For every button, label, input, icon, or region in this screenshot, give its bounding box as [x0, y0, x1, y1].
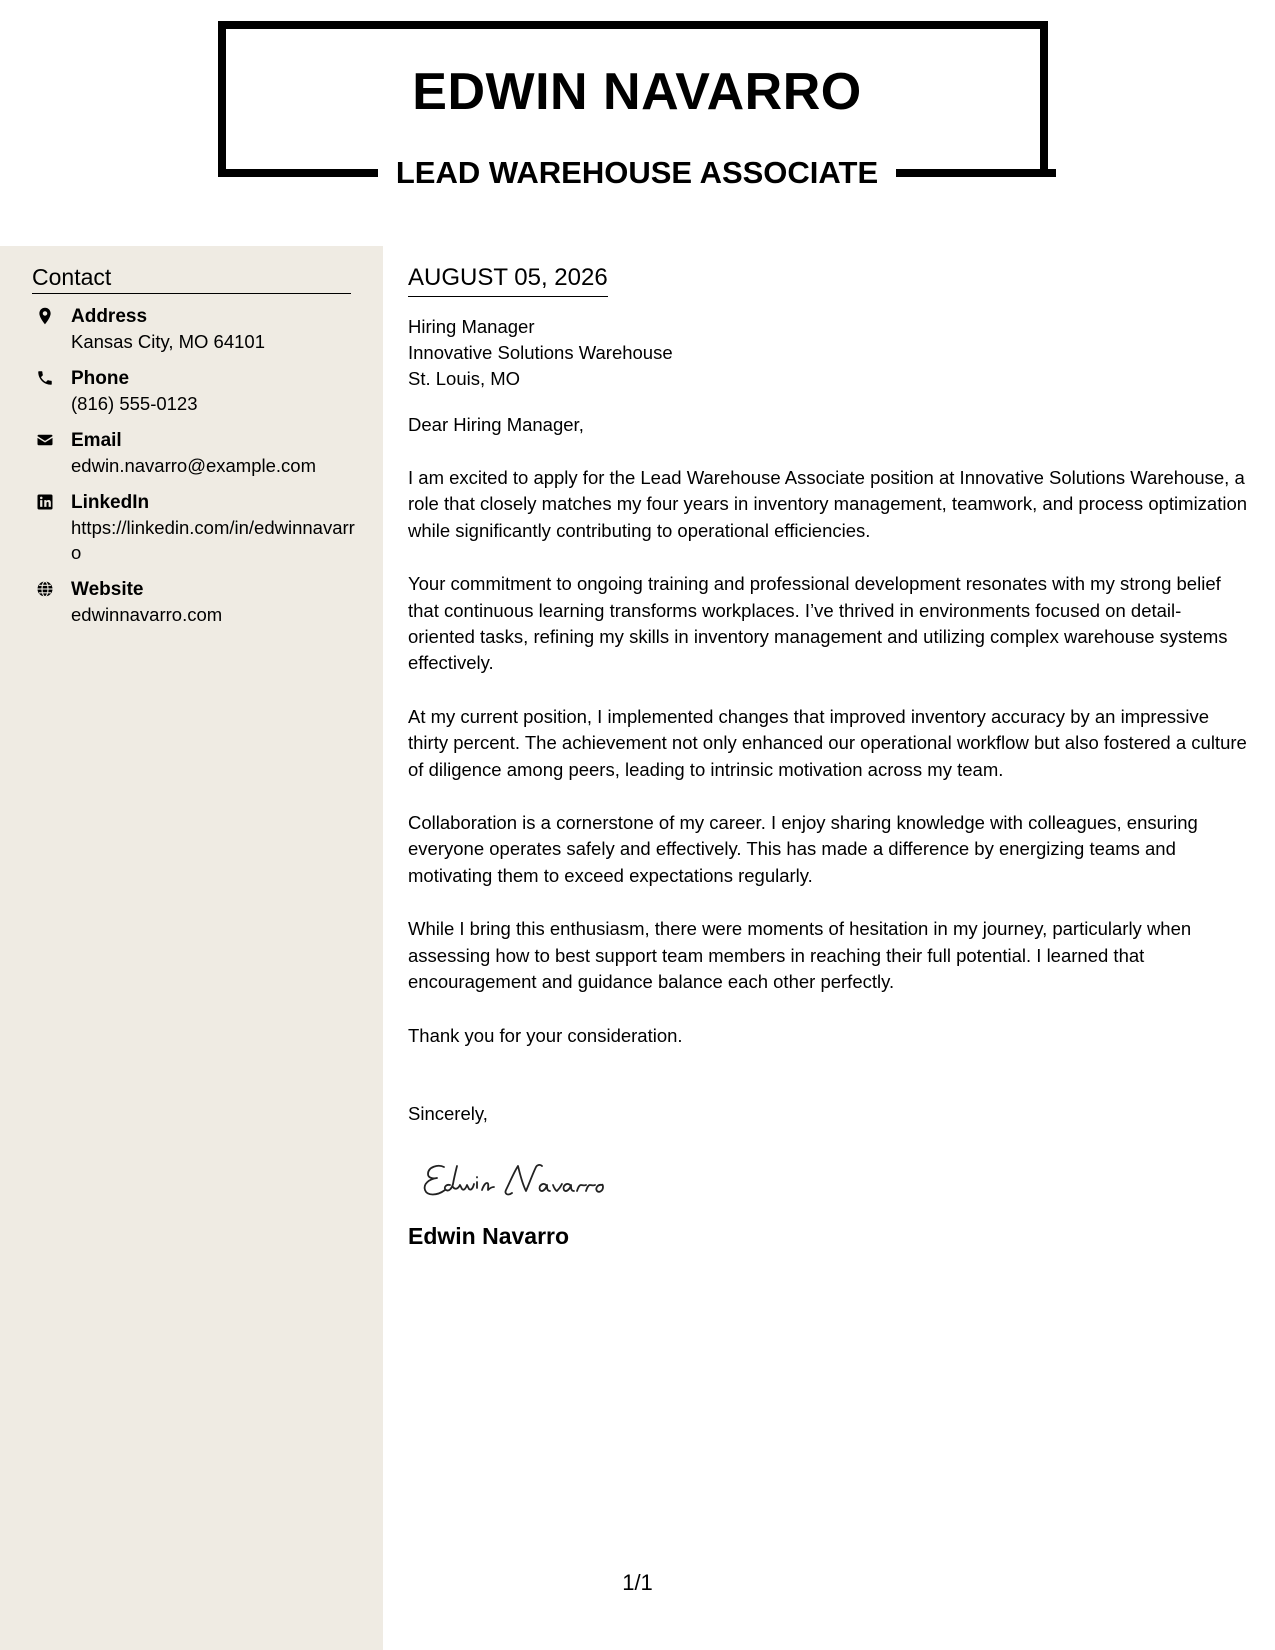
letter-date: AUGUST 05, 2026 [408, 262, 608, 297]
contact-label: Website [71, 579, 144, 600]
contact-label: Address [71, 306, 148, 327]
contact-sidebar [0, 246, 383, 1650]
letter-paragraph: At my current position, I implemented changes that improved inventory accuracy by an impressive thirty percent. The achievement not only enhanced our operational workflow but also fostered a culture of diligence among peers, leading to intrinsic motivation across my team. [408, 705, 1247, 780]
contact-value: Kansas City, MO 64101 [71, 331, 265, 352]
contact-item-website [32, 577, 362, 627]
recipient-line: Innovative Solutions Warehouse [408, 342, 673, 363]
contact-heading: Contact [32, 262, 351, 294]
salutation: Dear Hiring Manager, [408, 414, 584, 435]
header [0, 0, 1275, 235]
recipient-block [408, 314, 1248, 392]
contact-value: (816) 555-0123 [71, 393, 198, 414]
handwritten-signature [420, 1149, 1248, 1209]
globe-icon [36, 580, 54, 598]
recipient-line: Hiring Manager [408, 316, 535, 337]
contact-list [32, 304, 362, 639]
header-frame-line-right [896, 169, 1056, 177]
contact-item-phone [32, 366, 362, 416]
contact-item-address [32, 304, 362, 354]
header-frame-line-left [218, 169, 378, 177]
letter-paragraph: I am excited to apply for the Lead Warehouse Associate position at Innovative Solutions Warehouse, a role that closely matches my four years in inventory management, teamwork, and process optimization while significantly contributing to operational efficiencies. [408, 467, 1248, 541]
signature-drawing [420, 1149, 660, 1209]
letter-paragraph: Collaboration is a cornerstone of my career. I enjoy sharing knowledge with colleagues, ensuring everyone operates safely and effectively. This has made a difference by energizing teams and motivating them to exceed expectations regularly. [408, 812, 1198, 886]
contact-value[interactable]: edwinnavarro.com [71, 604, 223, 625]
letter-body [408, 262, 1248, 1251]
contact-value[interactable]: https://linkedin.com/in/edwinnavarro [71, 517, 355, 563]
closing: Sincerely, [408, 1102, 488, 1124]
job-title: LEAD WAREHOUSE ASSOCIATE [395, 155, 879, 190]
contact-value: edwin.navarro@example.com [71, 455, 316, 476]
map-pin-icon [36, 307, 54, 325]
page-number: 1/1 [622, 1570, 653, 1595]
phone-icon [36, 369, 54, 387]
linkedin-icon [36, 493, 54, 511]
applicant-name: EDWIN NAVARRO [412, 63, 862, 121]
letter-paragraph: While I bring this enthusiasm, there were moments of hesitation in my journey, particularly when assessing how to best support team members in reaching their full potential. I learned that encouragement and guidance balance each other perfectly. [408, 918, 1192, 993]
signer-name: Edwin Navarro [408, 1222, 570, 1249]
contact-label: LinkedIn [71, 492, 150, 513]
contact-label: Email [71, 430, 122, 451]
contact-item-linkedin [32, 490, 362, 565]
contact-item-email [32, 428, 362, 478]
envelope-icon [36, 431, 54, 449]
contact-label: Phone [71, 368, 130, 389]
letter-paragraph: Thank you for your consideration. [408, 1024, 683, 1046]
recipient-line: St. Louis, MO [408, 368, 521, 389]
letter-paragraph: Your commitment to ongoing training and professional development resonates with my strong belief that continuous learning transforms workplaces. I’ve thrived in environments focused on detail-oriented tasks, refining my skills in inventory management and utilizing complex warehouse systems effectively. [408, 573, 1228, 674]
